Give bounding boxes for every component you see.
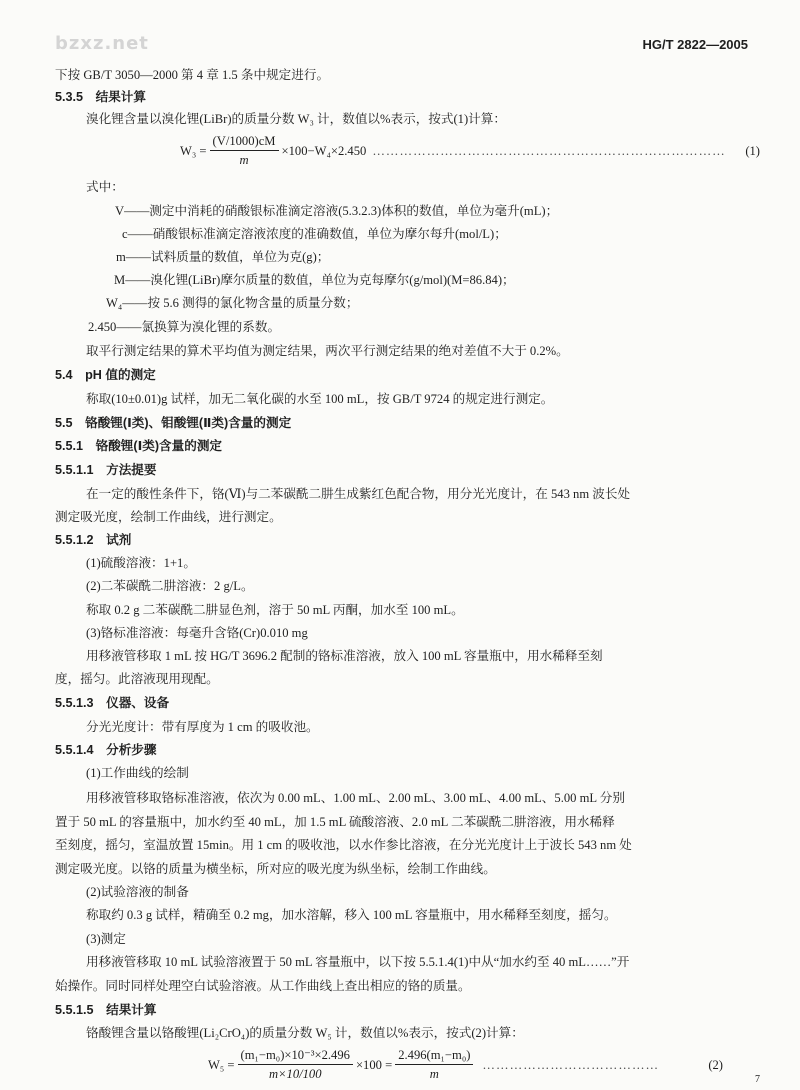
paragraph-line: 至刻度，摇匀，室温放置 15min。用 1 cm 的吸收池，以水作参比溶液，在分光光度计上于波长 543 nm 处 [55, 838, 632, 852]
formula-lhs: W₅ = [208, 1057, 235, 1072]
formula-2 [208, 1047, 723, 1082]
formula-lhs: W₃ = [180, 143, 207, 158]
paragraph-line: 称取(10±0.01)g 试样，加无二氧化碳的水至 100 mL，按 GB/T 9724 的规定进行测定。 [86, 392, 554, 406]
paragraph-line: (3)铬标准溶液：每毫升含铬(Cr)0.010 mg [86, 626, 308, 640]
section-heading: 5.3.5 结果计算 [55, 90, 146, 104]
paragraph-line: (2)试验溶液的制备 [86, 885, 189, 899]
paragraph-line: 度，摇匀。此溶液现用现配。 [55, 672, 219, 686]
formula-number: (2) [708, 1057, 723, 1072]
paragraph-line: 用移液管移取 10 mL 试验溶液置于 50 mL 容量瓶中，以下按 5.5.1.4(1)中从“加水约至 40 mL……”开 [86, 955, 630, 969]
paragraph-line: 始操作。同时同样处理空白试验溶液。从工作曲线上查出相应的铬的质量。 [55, 979, 471, 993]
paragraph-line: 分光光度计：带有厚度为 1 cm 的吸收池。 [86, 720, 319, 734]
page-number: 7 [755, 1074, 760, 1085]
paragraph-line: 取平行测定结果的算术平均值为测定结果，两次平行测定结果的绝对差值不大于 0.2%。 [86, 344, 569, 358]
paragraph-line: (1)硫酸溶液：1+1。 [86, 556, 196, 570]
section-heading: 5.5.1.4 分析步骤 [55, 743, 157, 757]
paragraph-line: 用移液管移取铬标准溶液，依次为 0.00 mL、1.00 mL、2.00 mL、3.00 mL、4.00 mL、5.00 mL 分别 [86, 791, 625, 805]
numerator: (V/1000)cM [210, 133, 279, 151]
numerator: 2.496(m₁−m₀) [395, 1047, 473, 1065]
paragraph-line: (2)二苯碳酰二肼溶液：2 g/L。 [86, 579, 254, 593]
definition: M——溴化锂(LiBr)摩尔质量的数值，单位为克每摩尔(g/mol)(M=86.84)； [114, 273, 515, 287]
section-heading: 5.5.1.5 结果计算 [55, 1003, 157, 1017]
definition: 2.450——氯换算为溴化锂的系数。 [88, 320, 281, 334]
denominator: m [239, 153, 249, 167]
section-heading: 5.4 pH 值的测定 [55, 368, 156, 382]
dot-leader: ………………………………… [482, 1057, 660, 1072]
standard-number: HG/T 2822—2005 [642, 37, 748, 52]
section-heading: 5.5.1.3 仪器、设备 [55, 696, 170, 710]
formula-fraction [238, 1047, 353, 1082]
paragraph-line: 称取约 0.3 g 试样，精确至 0.2 mg，加水溶解，移入 100 mL 容量瓶中，用水稀释至刻度，摇匀。 [86, 908, 617, 922]
paragraph-line: 溴化锂含量以溴化锂(LiBr)的质量分数 W₃ 计，数值以%表示，按式(1)计算： [86, 112, 506, 126]
formula-number: (1) [745, 143, 760, 158]
paragraph-line: 下按 GB/T 3050—2000 第 4 章 1.5 条中规定进行。 [55, 68, 330, 82]
watermark: bzxz.net [55, 33, 149, 54]
paragraph-line: (1)工作曲线的绘制 [86, 766, 189, 780]
paragraph-line: 在一定的酸性条件下，铬(Ⅵ)与二苯碳酰二肼生成紫红色配合物，用分光光度计，在 543 nm 波长处 [86, 487, 631, 501]
paragraph-line: 用移液管移取 1 mL 按 HG/T 3696.2 配制的铬标准溶液，放入 100 mL 容量瓶中，用水稀释至刻 [86, 649, 603, 663]
section-heading: 5.5 铬酸锂(Ⅰ类)、钼酸锂(Ⅱ类)含量的测定 [55, 416, 292, 430]
definition: V——测定中消耗的硝酸银标准滴定溶液(5.3.2.3)体积的数值，单位为毫升(mL)； [115, 204, 559, 218]
formula-mid: ×100 = [355, 1057, 393, 1072]
formula-fraction [210, 133, 279, 168]
definition: c——硝酸银标准滴定溶液浓度的准确数值，单位为摩尔每升(mol/L)； [122, 227, 507, 241]
numerator: (m₁−m₀)×10⁻³×2.496 [238, 1047, 353, 1065]
paragraph-line: 称取 0.2 g 二苯碳酰二肼显色剂，溶于 50 mL 丙酮，加水至 100 mL。 [86, 603, 464, 617]
definition: m——试料质量的数值，单位为克(g)； [116, 250, 330, 264]
paragraph-line: 测定吸光度。以铬的质量为横坐标，所对应的吸光度为纵坐标，绘制工作曲线。 [55, 862, 496, 876]
formula-1 [180, 133, 760, 168]
formula-rest: ×100−W₄×2.450 [281, 143, 367, 158]
denominator: m×10/100 [268, 1067, 322, 1081]
definition: W₄——按 5.6 测得的氯化物含量的质量分数； [106, 296, 359, 310]
paragraph-line: (3)测定 [86, 932, 126, 946]
section-heading: 5.5.1.2 试剂 [55, 533, 132, 547]
where-label: 式中： [86, 180, 124, 194]
paragraph-line: 测定吸光度，绘制工作曲线，进行测定。 [55, 510, 282, 524]
section-heading: 5.5.1 铬酸锂(Ⅰ类)含量的测定 [55, 439, 223, 453]
section-heading: 5.5.1.1 方法提要 [55, 463, 157, 477]
formula-fraction [395, 1047, 473, 1082]
paragraph-line: 铬酸锂含量以铬酸锂(Li₂CrO₄)的质量分数 W₅ 计，数值以%表示，按式(2)计算： [86, 1026, 524, 1040]
dot-leader: …………………………………………………………………… [372, 143, 726, 158]
denominator: m [429, 1067, 439, 1081]
paragraph-line: 置于 50 mL 的容量瓶中，加水约至 40 mL，加 1.5 mL 硫酸溶液、2.0 mL 二苯碳酰二肼溶液，用水稀释 [55, 815, 615, 829]
